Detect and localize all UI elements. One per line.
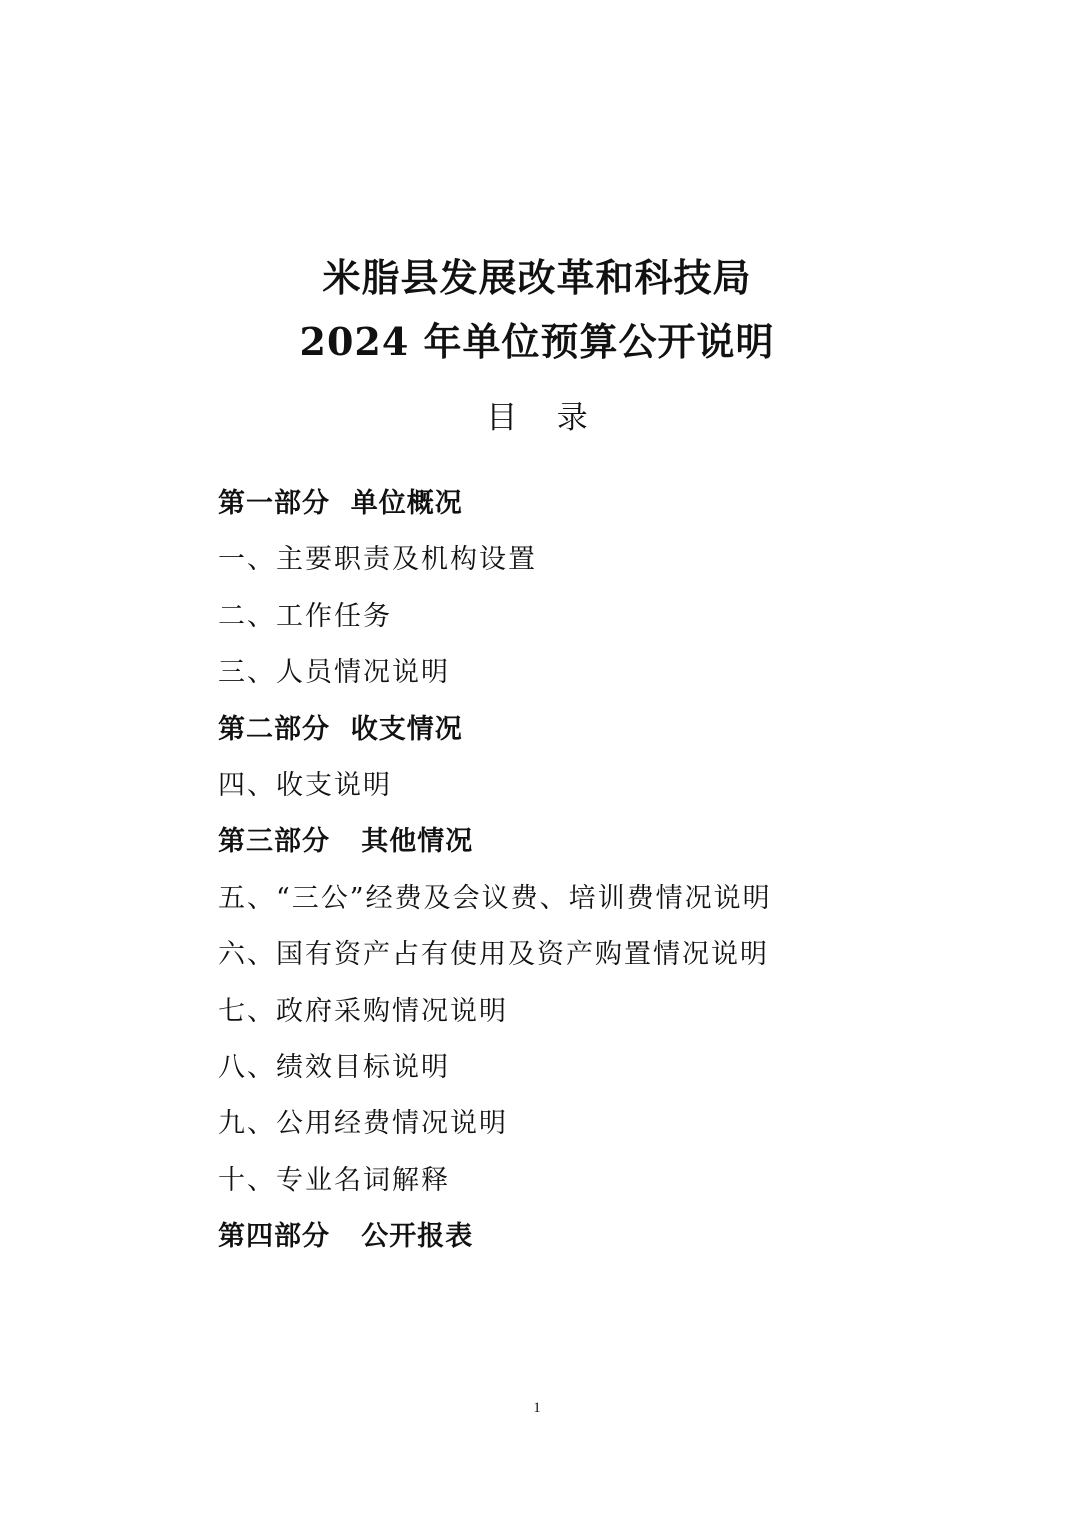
toc-part-1: 第一部分 单位概况 [218,488,463,519]
toc-part-4: 第四部分 公开报表 [218,1221,474,1253]
toc-item-5: 五、“三公”经费及会议费、培训费情况说明 [218,882,772,914]
table-of-contents [218,482,1018,1271]
toc-part-2: 第二部分 收支情况 [218,713,463,745]
toc-item-4: 四、收支说明 [218,769,392,801]
toc-item-3: 三、人员情况说明 [218,657,450,689]
toc-item-8: 八、绩效目标说明 [218,1051,450,1083]
toc-item-7: 七、政府采购情况说明 [218,995,508,1027]
toc-item-2: 二、工作任务 [218,600,392,632]
toc-item-1: 一、主要职责及机构设置 [218,544,537,576]
toc-part-3: 第三部分 其他情况 [218,826,474,858]
toc-heading: 目 录 [486,400,588,436]
toc-item-9: 九、公用经费情况说明 [218,1108,508,1140]
toc-item-10: 十、专业名词解释 [218,1164,450,1196]
toc-item-6: 六、国有资产占有使用及资产购置情况说明 [218,939,769,971]
document-title-line1: 米脂县发展改革和科技局 [322,255,752,300]
page-number: 1 [533,1400,541,1416]
document-title-line2: 2024 年单位预算公开说明 [299,319,775,364]
